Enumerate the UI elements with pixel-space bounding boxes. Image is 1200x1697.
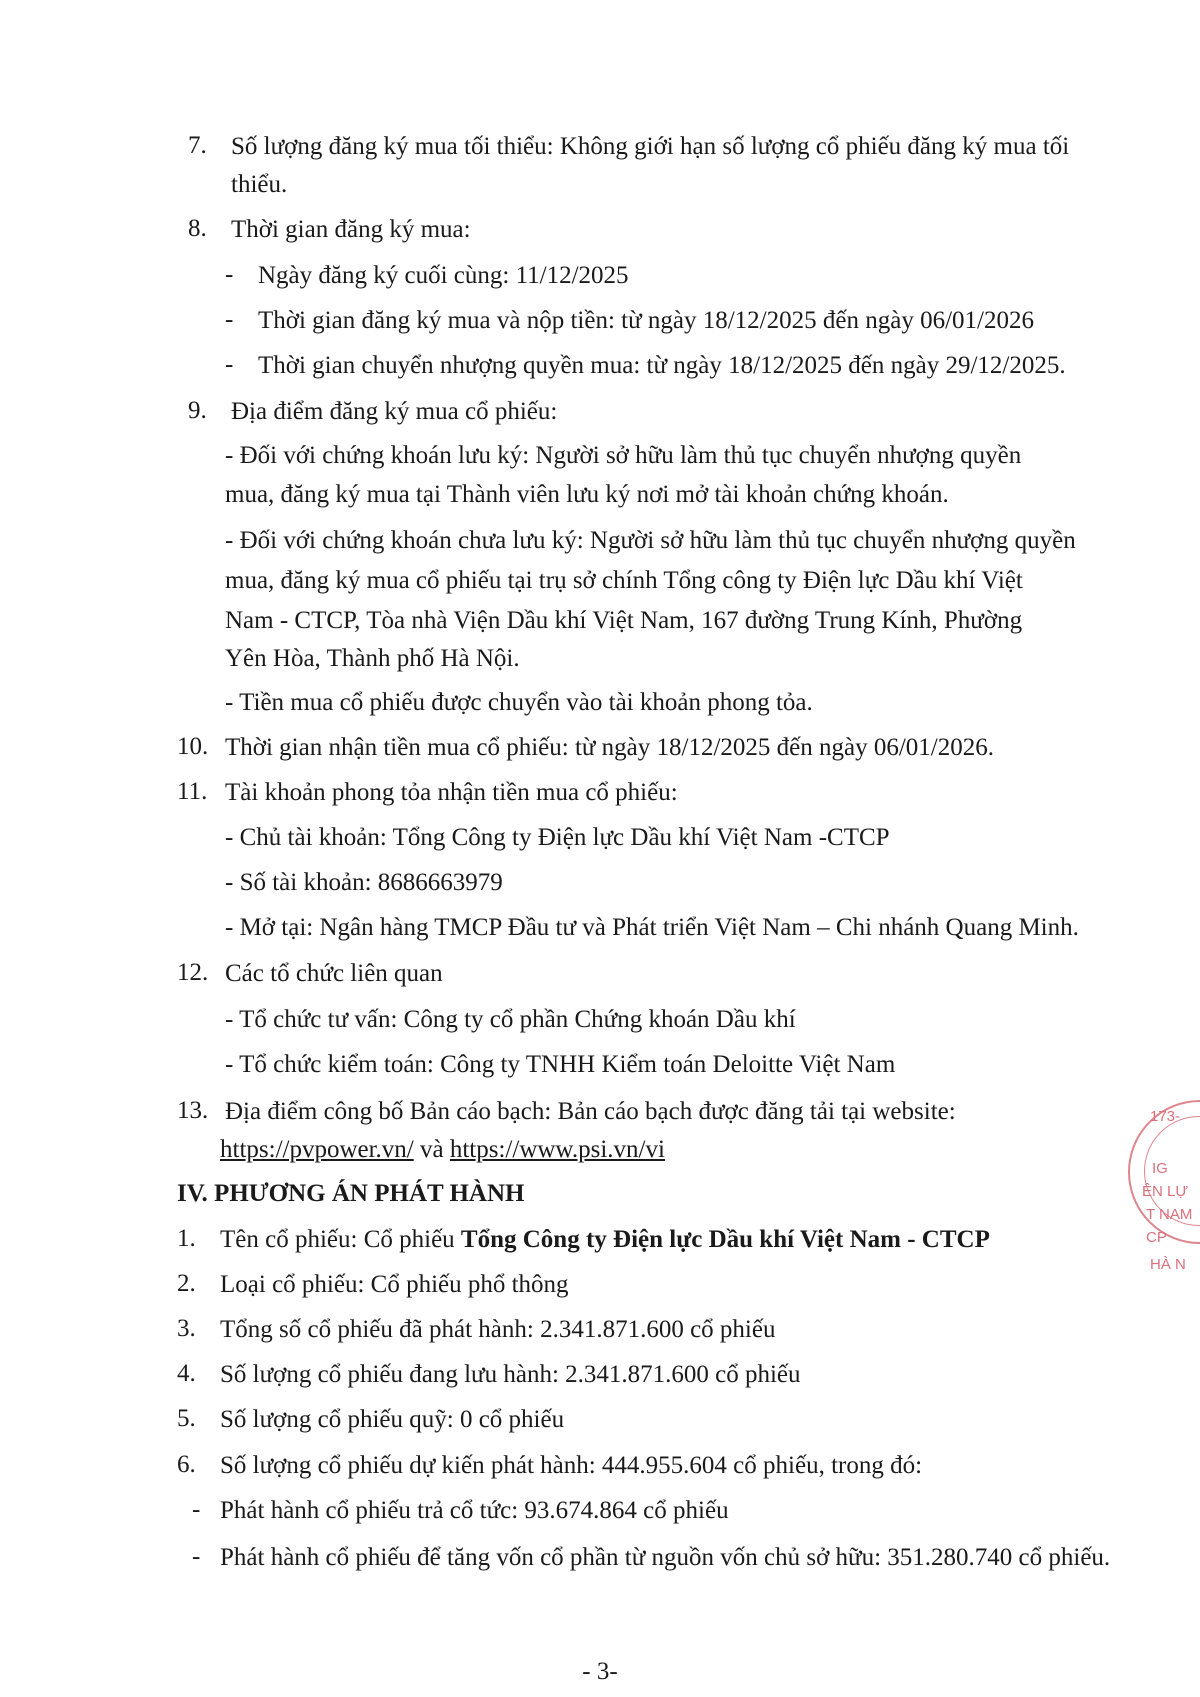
section-iv-item-2: Loại cổ phiếu: Cổ phiếu phổ thông <box>220 1271 569 1298</box>
section-iv-heading: IV. PHƯƠNG ÁN PHÁT HÀNH <box>177 1180 525 1207</box>
item-9-p1-line1 <box>225 441 1098 471</box>
item-11-title: Tài khoản phong tỏa nhận tiền mua cổ phiếu: <box>225 779 678 806</box>
item-9-p2-line2 <box>225 566 1098 596</box>
section-iv-item-1-number: 1. <box>177 1225 196 1252</box>
item-13-number: 13. <box>177 1097 209 1124</box>
section-iv-item-2-number: 2. <box>177 1270 196 1297</box>
stamp-text-top: 173- <box>1150 1108 1181 1125</box>
link-pvpower[interactable]: https://pvpower.vn/ <box>220 1136 414 1163</box>
item-9-p1-text: - Đối với chứng khoán lưu ký: Người sở hữu làm thủ tục chuyển nhượng quyền <box>225 442 1022 469</box>
item-11-sub-3: - Mở tại: Ngân hàng TMCP Đầu tư và Phát triển Việt Nam – Chi nhánh Quang Minh. <box>225 914 1079 941</box>
section-iv-item-1-text: Tên cổ phiếu: Cổ phiếu <box>220 1226 461 1253</box>
item-9-title: Địa điểm đăng ký mua cổ phiếu: <box>231 398 558 425</box>
item-12-sub-2: - Tổ chức kiểm toán: Công ty TNHH Kiểm toán Deloitte Việt Nam <box>225 1051 896 1078</box>
bullet-dash: - <box>225 351 234 378</box>
item-11-sub-2: - Số tài khoản: 8686663979 <box>225 869 503 896</box>
section-iv-sub-1: Phát hành cổ phiếu trả cổ tức: 93.674.864 cổ phiếu <box>220 1497 729 1524</box>
item-8-sub-3: Thời gian chuyển nhượng quyền mua: từ ngày 18/12/2025 đến ngày 29/12/2025. <box>258 352 1066 379</box>
item-8-sub-2: Thời gian đăng ký mua và nộp tiền: từ ngày 18/12/2025 đến ngày 06/01/2026 <box>258 307 1034 334</box>
item-9-p2-line4: Yên Hòa, Thành phố Hà Nội. <box>225 645 520 672</box>
section-iv-item-5-number: 5. <box>177 1405 196 1432</box>
item-8-title: Thời gian đăng ký mua: <box>231 216 471 243</box>
item-9-p2-line1 <box>225 526 1098 556</box>
item-9-p2-line3 <box>225 606 1098 636</box>
item-9-p1-line2: mua, đăng ký mua tại Thành viên lưu ký nơi mở tài khoản chứng khoán. <box>225 481 949 508</box>
company-name-bold: Tổng Công ty Điện lực Dầu khí Việt Nam - CTCP <box>460 1226 990 1253</box>
item-12-number: 12. <box>177 959 209 986</box>
stamp-text-1: IG <box>1152 1160 1168 1177</box>
page-number: - 3- <box>582 1658 618 1685</box>
item-9-p3: - Tiền mua cổ phiếu được chuyển vào tài khoản phong tỏa. <box>225 689 813 716</box>
section-iv-item-6-number: 6. <box>177 1451 196 1478</box>
section-iv-item-4: Số lượng cổ phiếu đang lưu hành: 2.341.871.600 cổ phiếu <box>220 1361 801 1388</box>
item-7-line2: thiểu. <box>231 171 288 198</box>
item-13-line2 <box>220 1135 665 1165</box>
item-9-p2-text-2: mua, đăng ký mua cổ phiếu tại trụ sở chính Tổng công ty Điện lực Dầu khí Việt <box>225 567 1023 594</box>
section-iv-item-5: Số lượng cổ phiếu quỹ: 0 cổ phiếu <box>220 1406 565 1433</box>
section-iv-item-1 <box>220 1225 990 1255</box>
item-8-number: 8. <box>188 215 207 242</box>
item-10-text: Thời gian nhận tiền mua cổ phiếu: từ ngày 18/12/2025 đến ngày 06/01/2026. <box>225 734 995 761</box>
item-10-number: 10. <box>177 733 209 760</box>
item-7-text: Số lượng đăng ký mua tối thiểu: Không giới hạn số lượng cổ phiếu đăng ký mua tối <box>231 133 1070 160</box>
item-11-number: 11. <box>177 778 208 805</box>
item-9-p2-text: - Đối với chứng khoán chưa lưu ký: Người sở hữu làm thủ tục chuyển nhượng quyền <box>225 527 1076 554</box>
bullet-dash: - <box>192 1496 201 1523</box>
bullet-dash: - <box>192 1543 201 1570</box>
stamp-text-4: CP <box>1146 1229 1167 1246</box>
item-7-line1 <box>231 132 1098 162</box>
section-iv-item-6: Số lượng cổ phiếu dự kiến phát hành: 444.955.604 cổ phiếu, trong đó: <box>220 1452 923 1479</box>
item-13-line1 <box>225 1097 1098 1127</box>
bullet-dash: - <box>225 261 234 288</box>
bullet-dash: - <box>225 306 234 333</box>
stamp-text-5: HÀ N <box>1150 1256 1186 1273</box>
item-9-number: 9. <box>188 397 207 424</box>
stamp-text-2: ÊN LỰ <box>1142 1183 1189 1200</box>
item-7-number: 7. <box>188 132 207 159</box>
section-iv-sub-2: Phát hành cổ phiếu để tăng vốn cổ phần từ nguồn vốn chủ sở hữu: 351.280.740 cổ phiếu. <box>220 1544 1111 1571</box>
link-psi[interactable]: https://www.psi.vn/vi <box>449 1136 665 1163</box>
stamp-text-3: T NAM <box>1146 1206 1193 1223</box>
item-12-title: Các tổ chức liên quan <box>225 960 443 987</box>
section-iv-item-3: Tổng số cổ phiếu đã phát hành: 2.341.871.600 cổ phiếu <box>220 1316 776 1343</box>
item-8-sub-1: Ngày đăng ký cuối cùng: 11/12/2025 <box>258 262 629 289</box>
item-13-text: Địa điểm công bố Bản cáo bạch: Bản cáo bạch được đăng tải tại website: <box>225 1098 956 1125</box>
section-iv-item-4-number: 4. <box>177 1360 196 1387</box>
item-11-sub-1: - Chủ tài khoản: Tổng Công ty Điện lực Dầu khí Việt Nam -CTCP <box>225 824 890 851</box>
item-12-sub-1: - Tổ chức tư vấn: Công ty cổ phần Chứng khoán Dầu khí <box>225 1006 796 1033</box>
connector-text: và <box>413 1136 450 1163</box>
item-9-p2-text-3: Nam - CTCP, Tòa nhà Viện Dầu khí Việt Nam, 167 đường Trung Kính, Phường <box>225 607 1023 634</box>
section-iv-item-3-number: 3. <box>177 1315 196 1342</box>
